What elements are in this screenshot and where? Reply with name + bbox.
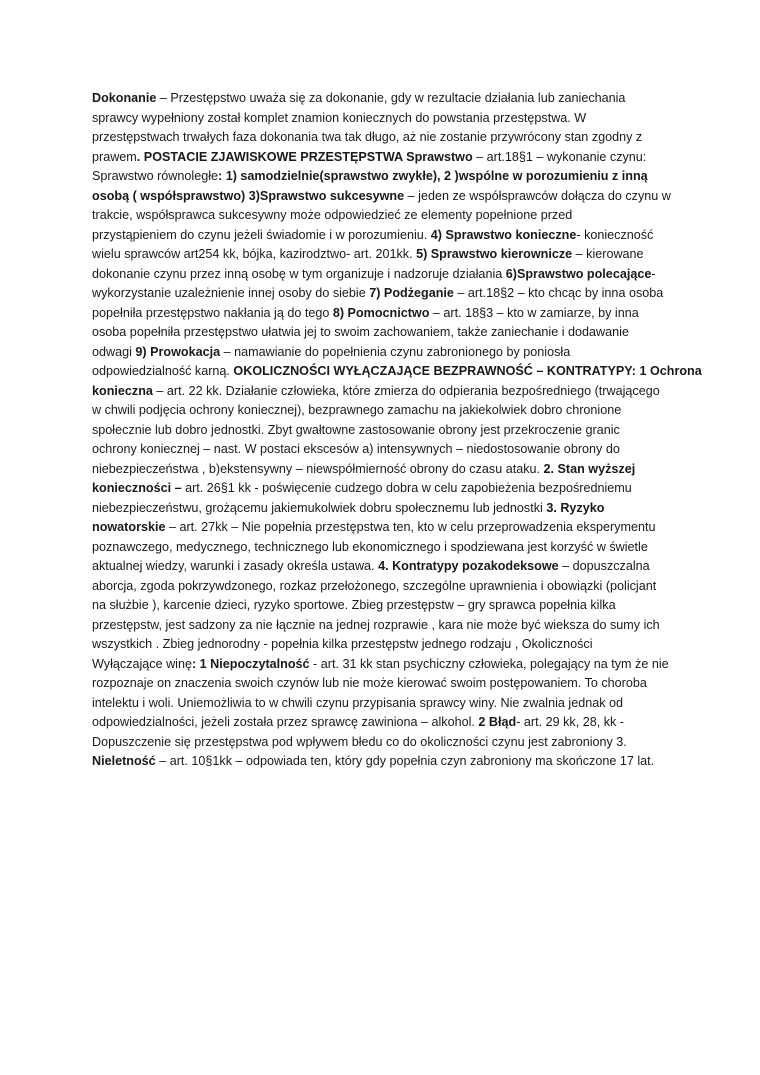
- text-run: – Przestępstwo uważa się za dokonanie, gdy w rezultacie działania lub zaniechania: [156, 91, 626, 105]
- text-line: [92, 148, 678, 168]
- text-run: popełniła przestępstwo nakłania ją do tego: [92, 305, 333, 320]
- text-line: [92, 713, 678, 733]
- text-run: wielu sprawców art254 kk, bójka, kazirodztwo- art. 201kk.: [92, 247, 417, 261]
- text-line: [92, 479, 678, 499]
- text-run: odpowiedzialności, jeżeli została przez sprawcę zawiniona – alkohol.: [92, 715, 479, 729]
- text-run: dokonanie czynu przez inną osobę w tym organizuje i nadzoruje działania: [92, 266, 506, 281]
- text-run: rozpoznaje on znaczenia swoich czynów lub nie może kierować swoim postępowaniem. To choroba: [92, 676, 647, 690]
- text-line: [92, 499, 678, 519]
- document-body: [92, 89, 702, 772]
- text-line: [92, 167, 678, 187]
- text-run: aktualnej wiedzy, warunki i zasady określa ustawa.: [92, 559, 379, 573]
- text-line: [92, 89, 678, 109]
- text-line: [92, 206, 678, 226]
- text-run: przystąpieniem do czynu jeżeli świadomie i w porozumieniu.: [92, 227, 431, 242]
- bold-text-run: Dokonanie: [92, 91, 157, 105]
- text-run: na służbie ), karcenie dzieci, ryzyko sportowe. Zbieg przestępstw – gry sprawca popełnia kilka: [92, 598, 616, 612]
- bold-text-run: : 1 Niepoczytalność: [191, 656, 310, 671]
- bold-text-run: 3. Ryzyko: [546, 500, 605, 515]
- text-line: [92, 304, 678, 324]
- text-line: [92, 635, 678, 655]
- text-run: prawem: [92, 149, 137, 164]
- text-run: ochrony koniecznej – nast. W postaci ekscesów a) intensywnych – niedostosowanie obrony do: [92, 442, 620, 456]
- text-run: trakcie, współsprawca sukcesywny może odpowiedzieć ze elementy popełnione przed: [92, 208, 573, 222]
- text-run: osoba popełniła przestępstwo ułatwia jej to swoim zachowaniem, także zaniechanie i dodawanie: [92, 325, 629, 339]
- text-run: – art. 27kk – Nie popełnia przestępstwa ten, kto w celu przeprowadzenia eksperymentu: [165, 520, 656, 534]
- bold-text-run: . POSTACIE ZJAWISKOWE PRZESTĘPSTWA Sprawstwo: [136, 149, 473, 164]
- bold-text-run: 9) Prowokacja: [135, 344, 221, 359]
- text-run: poznawczego, medycznego, technicznego lub ekonomicznego i spodziewana jest korzyść w świetle: [92, 539, 648, 554]
- bold-text-run: : 1) samodzielnie(sprawstwo zwykłe), 2 )wspólne w porozumieniu z inną: [218, 169, 648, 183]
- text-run: wszystkich . Zbieg jednorodny - popełnia kilka przestępstw jednego rodzaju , Okoliczności: [92, 637, 593, 651]
- bold-text-run: OKOLICZNOŚCI WYŁĄCZAJĄCE BEZPRAWNOŚĆ – KONTRATYPY: 1 Ochrona: [233, 364, 702, 378]
- text-line: [92, 733, 678, 753]
- text-line: [92, 596, 678, 616]
- text-run: - art. 29 kk, 28, kk -: [516, 715, 624, 729]
- text-line: [92, 362, 702, 382]
- bold-text-run: 8) Pomocnictwo: [332, 305, 430, 320]
- text-run: - art. 31 kk stan psychiczny człowieka, polegający na tym że nie: [309, 656, 669, 671]
- text-line: [92, 323, 678, 343]
- bold-text-run: osobą ( współsprawstwo) 3)Sprawstwo sukcesywne: [92, 188, 405, 203]
- text-run: niebezpieczeństwu, grożącemu jakiemukolwiek dobru społecznemu lub jednostki: [92, 500, 547, 515]
- text-run: intelektu i woli. Uniemożliwia to w chwili czynu przypisania sprawcy winy. Nie zwalnia jednak od: [92, 695, 624, 710]
- text-run: niebezpieczeństwa , b)ekstensywny – niewspółmierność obrony do czasu ataku.: [92, 461, 544, 476]
- bold-text-run: nowatorskie: [92, 520, 166, 534]
- text-line: [92, 694, 678, 714]
- text-line: [92, 187, 678, 207]
- text-line: [92, 421, 678, 441]
- text-run: przestępstw, jest sadzony za nie łącznie na jednej rozprawie , kara nie może być wieksza do sumy ich: [92, 617, 660, 632]
- text-line: [92, 226, 678, 246]
- bold-text-run: 6)Sprawstwo polecające: [505, 266, 652, 281]
- text-line: [92, 245, 678, 265]
- text-run: w chwili podjęcia ochrony koniecznej), bezprawnego zamachu na jakiekolwiek dobro chronione: [92, 403, 622, 417]
- text-run: – art.18§2 – kto chcąc by inna osoba: [453, 286, 664, 300]
- text-line: [92, 265, 678, 285]
- text-run: Sprawstwo równoległe: [92, 169, 218, 183]
- text-line: [92, 557, 678, 577]
- text-run: – jeden ze współsprawców dołącza do czynu w: [404, 188, 671, 203]
- bold-text-run: 2. Stan wyższej: [543, 461, 636, 476]
- text-line: [92, 284, 678, 304]
- text-run: – art. 22 kk. Działanie człowieka, które zmierza do odpierania bezpośredniego (trwającego: [152, 383, 660, 398]
- text-line: [92, 440, 678, 460]
- bold-text-run: 7) Podżeganie: [369, 286, 454, 300]
- text-run: Dopuszczenie się przestępstwa pod wpływem błedu co do okoliczności czynu jest zabroniony 3.: [92, 734, 627, 749]
- bold-text-run: 4) Sprawstwo konieczne: [430, 227, 577, 242]
- text-line: [92, 401, 678, 421]
- text-line: [92, 460, 678, 480]
- text-run: wykorzystanie uzależnienie innej osoby do siebie: [92, 286, 370, 300]
- text-run: aborcja, zgoda pokrzywdzonego, rozkaz przełożonego, szczególne uprawnienia i obowiązki (policjant: [92, 578, 657, 593]
- text-run: – art.18§1 – wykonanie czynu:: [472, 149, 647, 164]
- text-line: [92, 343, 678, 363]
- text-run: – art. 10§1kk – odpowiada ten, który gdy popełnia czyn zabroniony ma skończone 17 lat.: [155, 754, 655, 768]
- text-run: odwagi: [92, 344, 136, 359]
- text-line: [92, 752, 678, 772]
- text-line: [92, 655, 678, 675]
- text-run: sprawcy wypełniony został komplet znamion koniecznych do powstania przestępstwa. W: [92, 110, 587, 125]
- text-run: Wyłączające winę: [92, 656, 192, 671]
- text-run: -: [651, 266, 656, 281]
- bold-text-run: 5) Sprawstwo kierownicze: [416, 247, 573, 261]
- text-line: [92, 128, 678, 148]
- text-run: – namawianie do popełnienia czynu zabronionego by poniosła: [220, 344, 571, 359]
- text-line: [92, 109, 678, 129]
- bold-text-run: konieczna: [92, 383, 153, 398]
- text-run: odpowiedzialność karną.: [92, 364, 234, 378]
- bold-text-run: konieczności –: [92, 481, 186, 495]
- text-run: – kierowane: [572, 247, 644, 261]
- text-run: art. 26§1 kk - poświęcenie cudzego dobra w celu zapobieżenia bezpośredniemu: [185, 481, 632, 495]
- text-run: społecznie lub dobro jednostki. Zbyt gwałtowne zastosowanie obrony jest przekroczenie granic: [92, 422, 620, 437]
- text-line: [92, 616, 678, 636]
- text-run: – dopuszczalna: [558, 559, 650, 573]
- text-run: - konieczność: [576, 227, 654, 242]
- text-run: – art. 18§3 – kto w zamiarze, by inna: [429, 305, 639, 320]
- text-line: [92, 518, 678, 538]
- bold-text-run: 4. Kontratypy pozakodeksowe: [378, 559, 559, 573]
- text-line: [92, 674, 678, 694]
- text-line: [92, 577, 678, 597]
- bold-text-run: Nieletność: [92, 754, 156, 768]
- text-line: [92, 538, 678, 558]
- text-line: [92, 382, 678, 402]
- text-run: przestępstwach trwałych faza dokonania twa tak długo, aż nie zostanie przywrócony stan zgodny z: [92, 130, 643, 144]
- bold-text-run: 2 Błąd: [478, 715, 517, 729]
